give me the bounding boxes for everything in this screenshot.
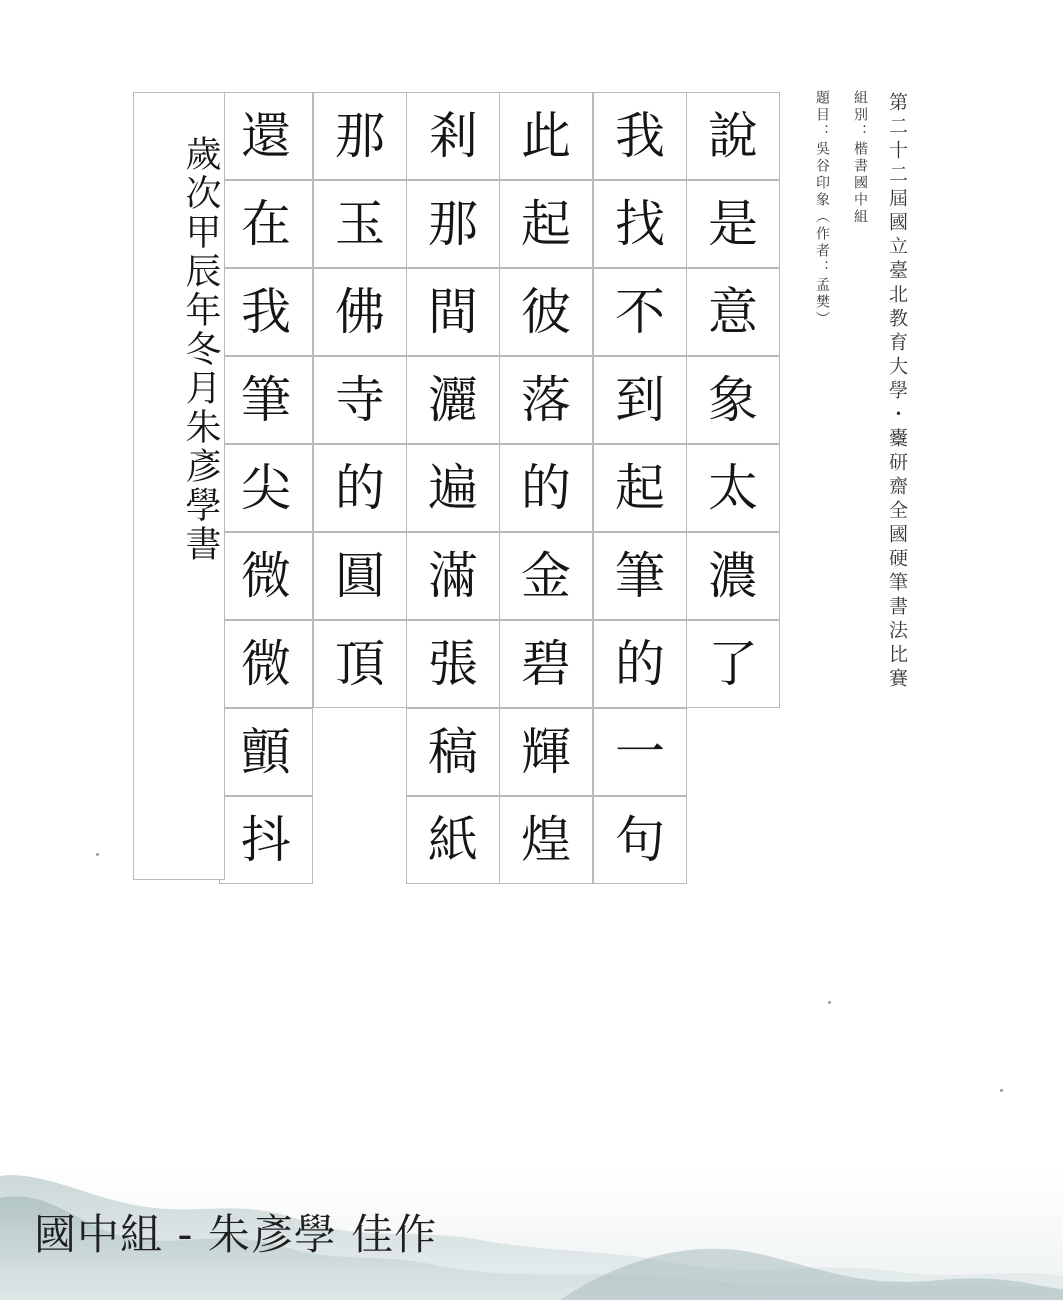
competition-title: 第二十二屆國立臺北教育大學・櫜研齋全國硬筆書法比賽 [886,92,908,692]
char-cell: 落 [499,356,593,444]
char-cell: 筆 [593,532,687,620]
char-cell: 玉 [313,180,407,268]
char-cell: 頂 [313,620,407,708]
char-cell: 那 [406,180,500,268]
char-cell: 佛 [313,268,407,356]
char-cell: 張 [406,620,500,708]
char-cell: 那 [313,92,407,180]
char-cell: 找 [593,180,687,268]
char-cell: 意 [686,268,780,356]
char-cell: 到 [593,356,687,444]
char-cell: 的 [593,620,687,708]
signature-text: 歲次甲辰年冬月朱彥學書 [180,135,221,564]
paper-speck [96,853,99,856]
char-cell: 起 [499,180,593,268]
signature-column [133,92,225,880]
char-cell: 剎 [406,92,500,180]
char-cell: 不 [593,268,687,356]
char-cell: 遍 [406,444,500,532]
char-cell: 我 [593,92,687,180]
char-cell: 還 [219,92,313,180]
char-cell: 起 [593,444,687,532]
char-cell: 抖 [219,796,313,884]
char-cell: 濃 [686,532,780,620]
char-cell: 微 [219,532,313,620]
char-cell: 說 [686,92,780,180]
char-cell: 我 [219,268,313,356]
group-label: 組別：楷書國中組 [852,90,868,226]
paper-speck [1000,1089,1003,1092]
char-cell: 筆 [219,356,313,444]
char-cell: 圓 [313,532,407,620]
char-cell: 金 [499,532,593,620]
char-cell: 太 [686,444,780,532]
char-cell: 顫 [219,708,313,796]
char-cell: 稿 [406,708,500,796]
award-caption: 國中組 - 朱彥學 佳作 [34,1210,438,1259]
char-cell: 寺 [313,356,407,444]
char-cell: 的 [313,444,407,532]
char-cell: 是 [686,180,780,268]
char-cell: 了 [686,620,780,708]
char-cell: 在 [219,180,313,268]
char-cell: 間 [406,268,500,356]
paper-speck [828,1001,831,1004]
char-cell: 紙 [406,796,500,884]
char-cell: 句 [593,796,687,884]
char-cell: 彼 [499,268,593,356]
char-cell: 碧 [499,620,593,708]
char-cell: 滿 [406,532,500,620]
char-cell: 輝 [499,708,593,796]
char-cell: 微 [219,620,313,708]
char-cell: 煌 [499,796,593,884]
char-cell: 此 [499,92,593,180]
char-cell: 的 [499,444,593,532]
char-cell: 一 [593,708,687,796]
char-cell: 灑 [406,356,500,444]
char-cell: 尖 [219,444,313,532]
char-cell: 象 [686,356,780,444]
topic-label: 題目：吳谷印象（作者：孟樊） [814,90,830,328]
